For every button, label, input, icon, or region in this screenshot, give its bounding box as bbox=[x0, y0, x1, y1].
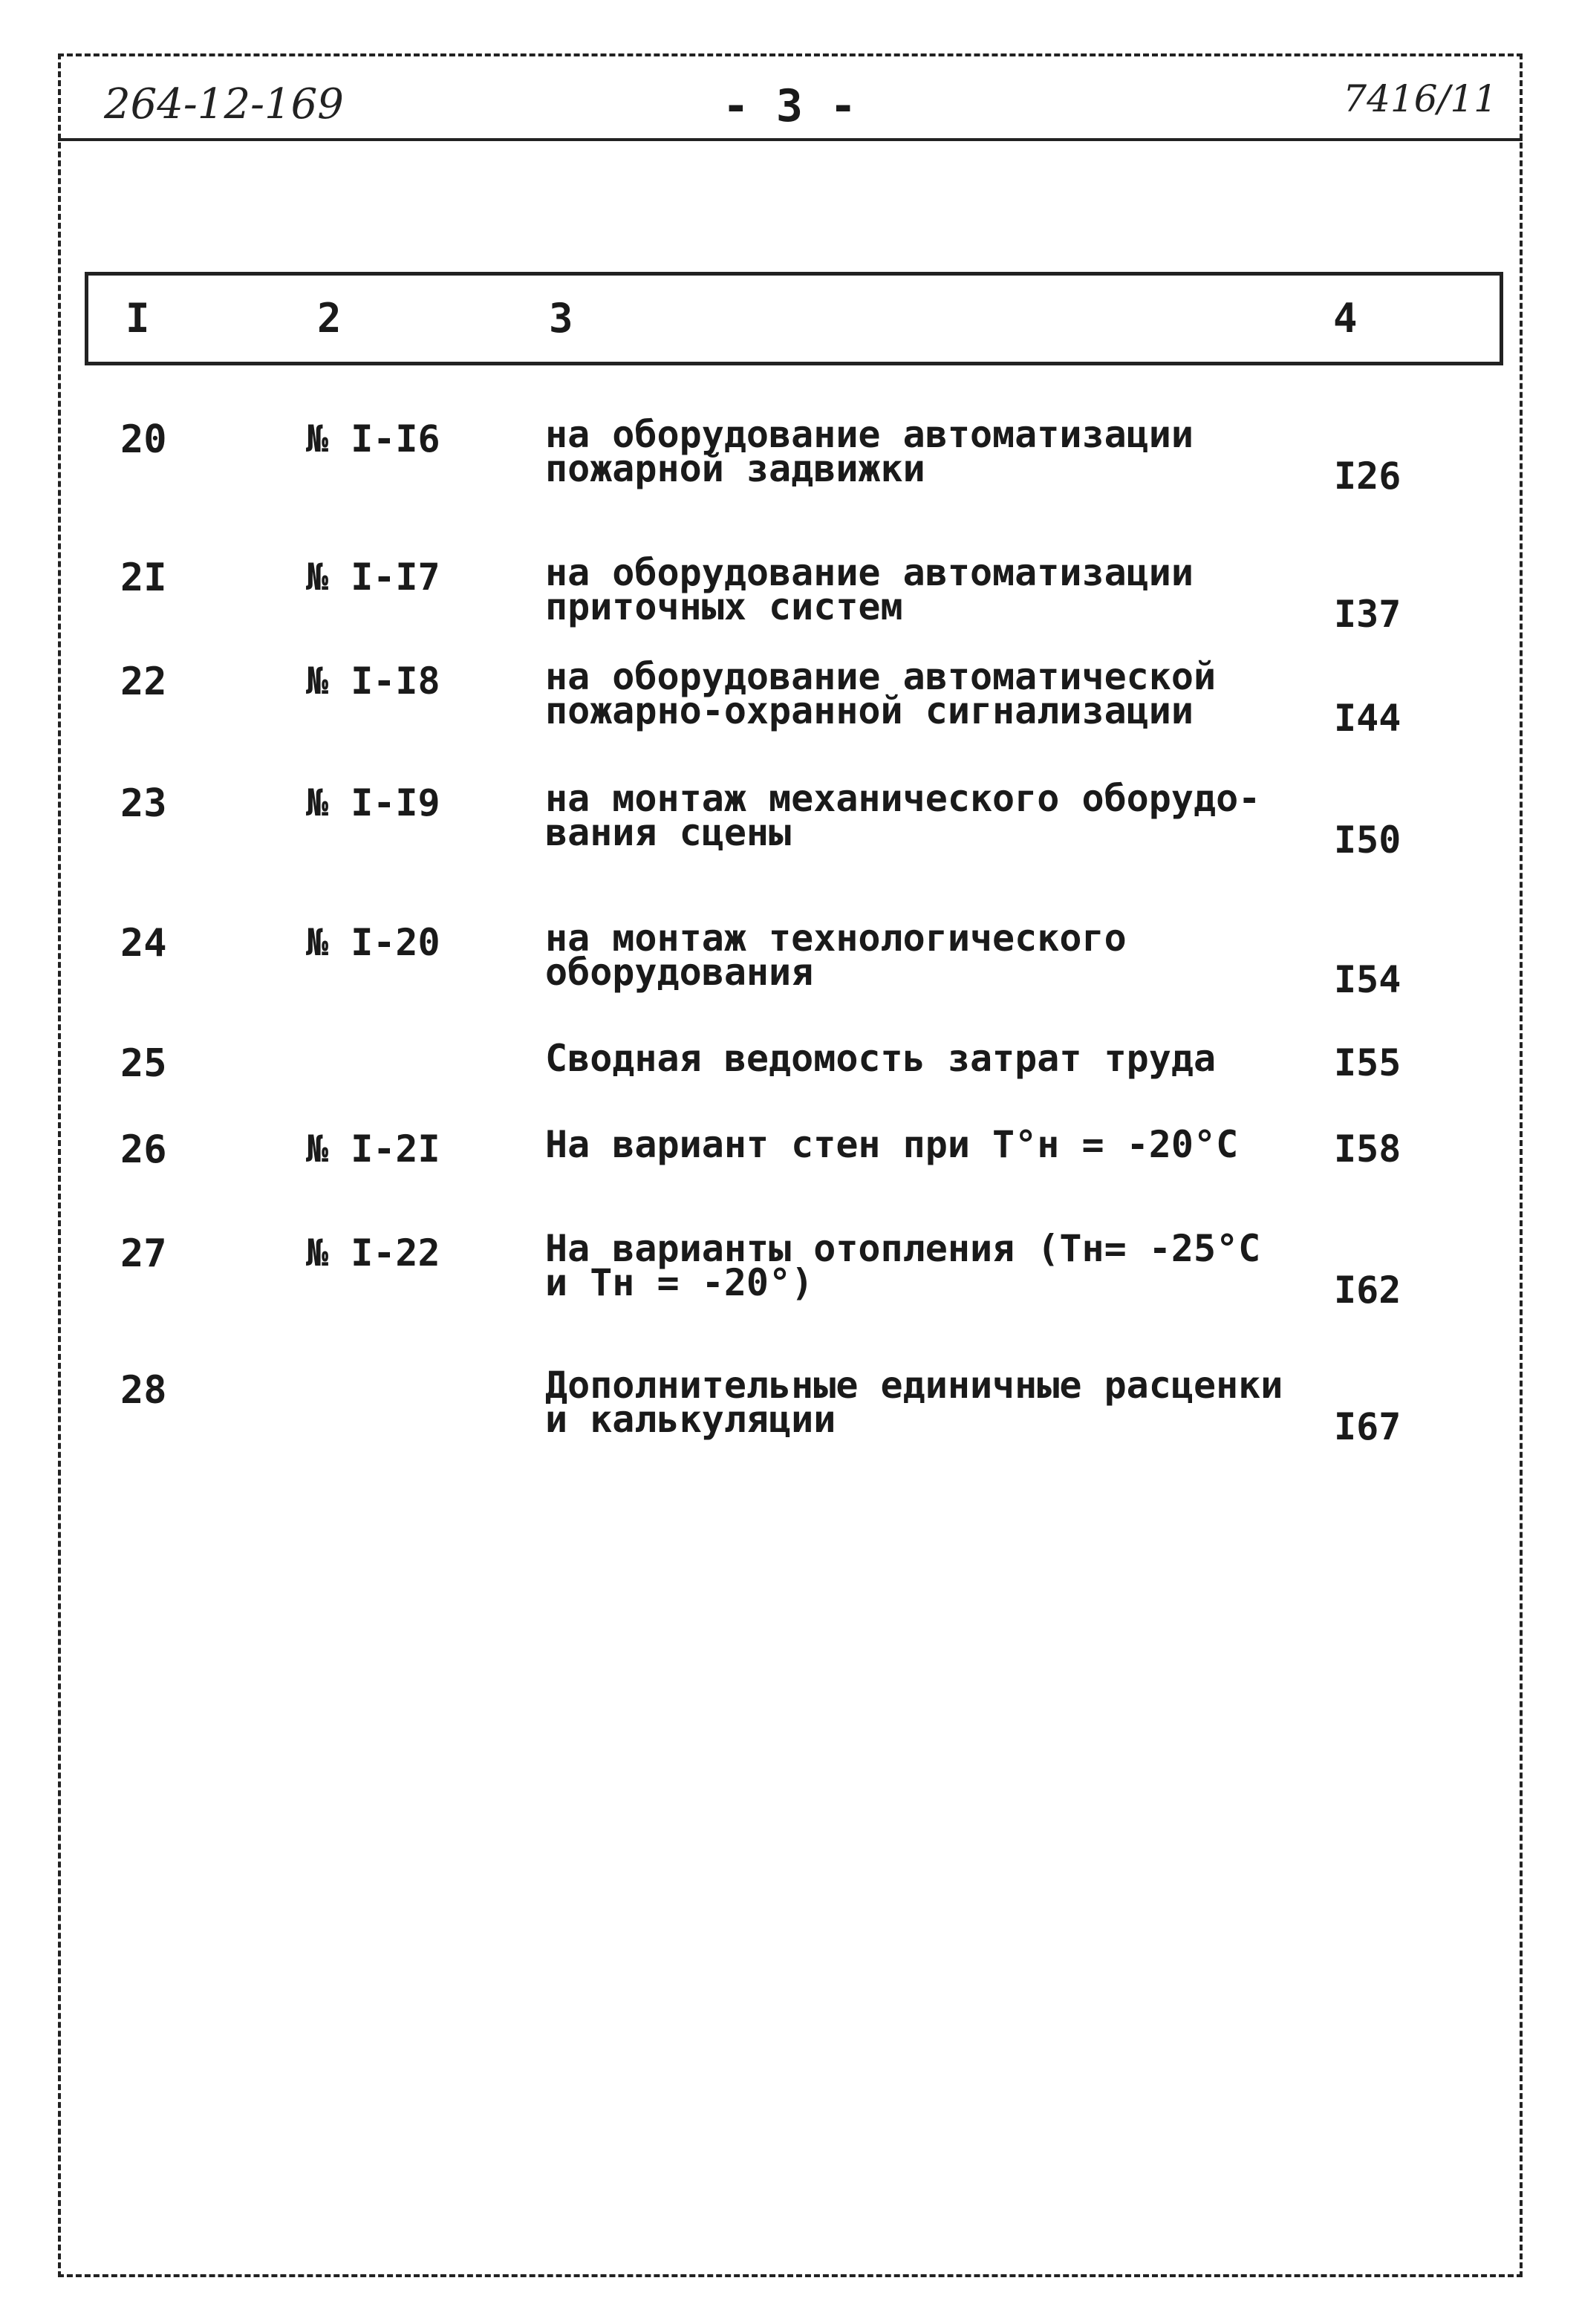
row-page: I37 bbox=[1334, 593, 1401, 636]
column-header-2: 2 bbox=[317, 295, 342, 342]
row-number: 24 bbox=[120, 921, 167, 966]
row-page: I55 bbox=[1334, 1041, 1401, 1084]
row-page: I26 bbox=[1334, 455, 1401, 498]
row-page: I67 bbox=[1334, 1405, 1401, 1448]
row-text: на оборудование автоматической пожарно-охранной сигнализации bbox=[545, 655, 1217, 732]
row-text: на монтаж механического оборудо- вания сцены bbox=[545, 777, 1261, 854]
row-text: Дополнительные единичные расценки и калькуляции bbox=[545, 1364, 1283, 1441]
column-header-4: 4 bbox=[1333, 295, 1358, 342]
row-page: I44 bbox=[1334, 697, 1401, 740]
row-number: 2I bbox=[120, 556, 167, 600]
row-page: I62 bbox=[1334, 1269, 1401, 1312]
row-number: 23 bbox=[120, 781, 167, 826]
column-header-row bbox=[85, 272, 1503, 365]
row-code: № I-I7 bbox=[306, 556, 440, 599]
document-code: 264-12-169 bbox=[104, 80, 344, 128]
row-code: № I-22 bbox=[306, 1231, 440, 1275]
row-text: Сводная ведомость затрат труда bbox=[545, 1037, 1217, 1080]
row-number: 20 bbox=[120, 417, 167, 462]
handwritten-reference: 7416/11 bbox=[1343, 77, 1497, 120]
row-page: I54 bbox=[1334, 958, 1401, 1001]
row-text: На варианты отопления (Тн= -25°С и Тн = -20°) bbox=[545, 1227, 1261, 1304]
row-number: 27 bbox=[120, 1231, 167, 1276]
row-number: 25 bbox=[120, 1041, 167, 1086]
row-page: I58 bbox=[1334, 1127, 1401, 1171]
row-code: № I-I6 bbox=[306, 417, 440, 460]
column-header-1: I bbox=[126, 295, 150, 342]
header-divider bbox=[58, 138, 1523, 141]
column-header-3: 3 bbox=[549, 295, 573, 342]
row-code: № I-20 bbox=[306, 921, 440, 964]
row-number: 28 bbox=[120, 1368, 167, 1413]
row-number: 26 bbox=[120, 1127, 167, 1172]
row-text: на оборудование автоматизации приточных систем bbox=[545, 551, 1194, 628]
row-code: № I-I8 bbox=[306, 660, 440, 703]
row-page: I50 bbox=[1334, 818, 1401, 862]
row-text: На вариант стен при Т°н = -20°С bbox=[545, 1123, 1239, 1166]
row-code: № I-2I bbox=[306, 1127, 440, 1171]
row-text: на монтаж технологического оборудования bbox=[545, 917, 1127, 994]
page-number: - 3 - bbox=[722, 80, 857, 132]
row-code: № I-I9 bbox=[306, 781, 440, 824]
row-text: на оборудование автоматизации пожарной задвижки bbox=[545, 413, 1194, 490]
row-number: 22 bbox=[120, 660, 167, 704]
